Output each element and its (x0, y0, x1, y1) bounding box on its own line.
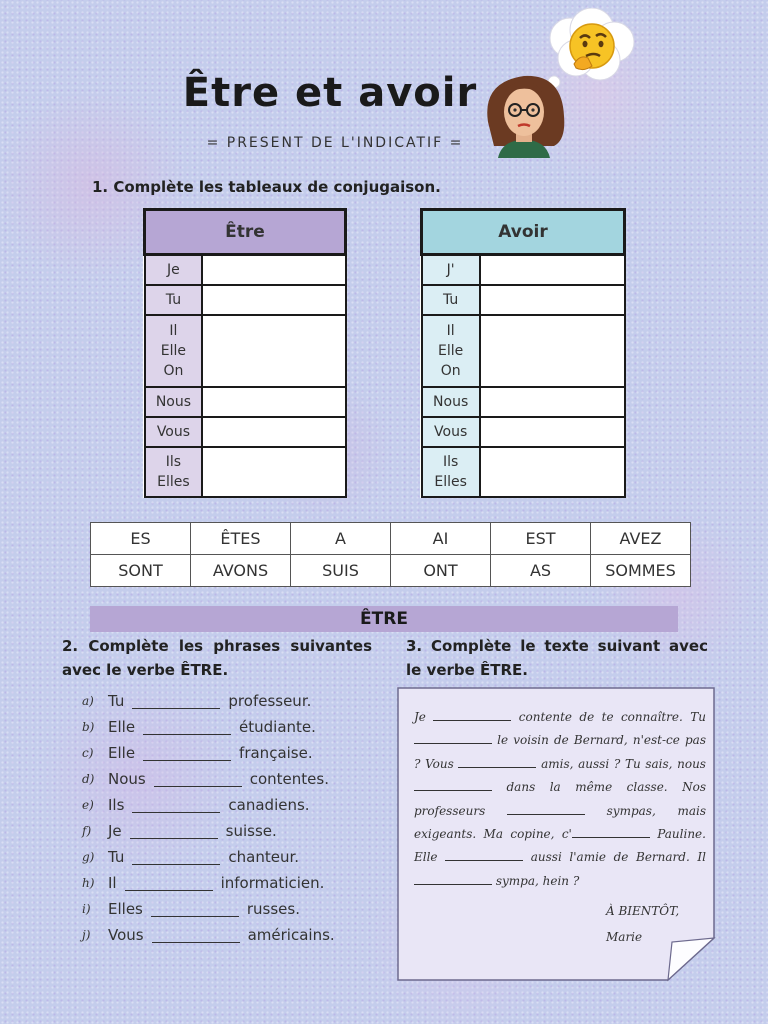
etre-answer-cell[interactable] (202, 387, 345, 417)
item-subject: Elles (108, 900, 143, 918)
item-letter: c) (82, 746, 94, 760)
answer-blank[interactable] (151, 902, 239, 917)
etre-answer-cell[interactable] (202, 417, 345, 447)
etre-answer-cell[interactable] (202, 255, 345, 285)
list-item (82, 688, 372, 714)
list-item (82, 714, 372, 740)
item-letter: d) (82, 772, 95, 786)
list-item (82, 870, 372, 896)
list-item (82, 844, 372, 870)
note-paper (396, 686, 716, 982)
etre-pronoun-il-elle-on: Il Elle On (145, 315, 203, 387)
list-item (82, 740, 372, 766)
note-text: Je contente de te connaître. Tu le voisin de Bernard, n'est-ce pas ? Vous amis, aussi ? Tu sais, nous dans la même classe. Nos professeurs sympas, mais exigeants. Ma copine, c' Pauline. Elle aussi l'amie de Bernard. Il sympa, hein ? (414, 710, 706, 888)
avoir-pronoun-j: J' (422, 255, 480, 285)
item-end: informaticien. (220, 874, 325, 892)
answer-blank[interactable] (458, 755, 536, 768)
word-bank-table (90, 522, 691, 587)
etre-pronoun-tu: Tu (145, 285, 203, 315)
word-bank-cell: A (291, 523, 391, 555)
answer-blank[interactable] (433, 708, 511, 721)
item-letter: g) (82, 850, 95, 864)
answer-blank[interactable] (507, 802, 585, 815)
answer-blank[interactable] (445, 848, 523, 861)
avoir-pronoun-il-elle-on: Il Elle On (422, 315, 480, 387)
etre-pronoun-ils-elles: Ils Elles (145, 447, 203, 497)
instruction-2: 2. Complète les phrases suivantes avec le verbe ÊTRE. (62, 637, 372, 679)
list-item (82, 922, 372, 948)
item-end: française. (239, 744, 313, 762)
list-item (82, 792, 372, 818)
item-letter: i) (82, 902, 91, 916)
list-item (82, 896, 372, 922)
item-subject: Tu (108, 848, 125, 866)
teacher-avatar-icon (478, 62, 570, 166)
list-item (82, 818, 372, 844)
item-letter: j) (82, 928, 91, 942)
item-end: américains. (247, 926, 335, 944)
answer-blank[interactable] (132, 798, 220, 813)
item-end: professeur. (228, 692, 312, 710)
avoir-answer-cell[interactable] (480, 387, 625, 417)
item-subject: Elle (108, 744, 136, 762)
item-subject: Je (108, 822, 122, 840)
item-letter: f) (82, 824, 92, 838)
word-bank-cell: EST (491, 523, 591, 555)
answer-blank[interactable] (414, 872, 492, 885)
item-letter: h) (82, 876, 95, 890)
etre-answer-cell[interactable] (202, 285, 345, 315)
avoir-answer-cell[interactable] (480, 447, 625, 497)
avoir-pronoun-tu: Tu (422, 285, 480, 315)
item-end: chanteur. (228, 848, 300, 866)
word-bank-cell: SONT (91, 555, 191, 587)
item-letter: e) (82, 798, 94, 812)
etre-answer-cell[interactable] (202, 315, 345, 387)
avoir-table-header: Avoir (422, 210, 625, 255)
answer-blank[interactable] (132, 850, 220, 865)
sentence-list (82, 688, 372, 948)
item-subject: Elle (108, 718, 136, 736)
etre-pronoun-vous: Vous (145, 417, 203, 447)
answer-blank[interactable] (414, 778, 492, 791)
answer-blank[interactable] (143, 746, 231, 761)
avoir-answer-cell[interactable] (480, 285, 625, 315)
word-bank-cell: AVEZ (591, 523, 691, 555)
answer-blank[interactable] (152, 928, 240, 943)
word-bank-cell: SUIS (291, 555, 391, 587)
word-bank-cell: AVONS (191, 555, 291, 587)
avoir-pronoun-nous: Nous (422, 387, 480, 417)
etre-pronoun-je: Je (145, 255, 203, 285)
note-signature: Marie (606, 930, 643, 944)
item-subject: Tu (108, 692, 125, 710)
item-end: contentes. (249, 770, 329, 788)
word-bank-cell: SOMMES (591, 555, 691, 587)
item-letter: a) (82, 694, 94, 708)
list-item (82, 766, 372, 792)
instruction-3: 3. Complète le texte suivant avec le verbe ÊTRE. (406, 637, 708, 679)
item-subject: Il (108, 874, 117, 892)
etre-table-header: Être (145, 210, 346, 255)
item-subject: Vous (108, 926, 144, 944)
etre-answer-cell[interactable] (202, 447, 345, 497)
item-end: étudiante. (239, 718, 316, 736)
page-title: Être et avoir (182, 70, 478, 116)
avoir-pronoun-vous: Vous (422, 417, 480, 447)
item-end: suisse. (225, 822, 277, 840)
answer-blank[interactable] (154, 772, 242, 787)
page-subtitle: = PRESENT DE L'INDICATIF = (206, 135, 464, 151)
item-subject: Ils (108, 796, 125, 814)
instruction-1: 1. Complète les tableaux de conjugaison. (92, 178, 441, 196)
section-band-etre: ÊTRE (90, 606, 678, 632)
avoir-conjugation-table (420, 208, 626, 498)
answer-blank[interactable] (132, 694, 220, 709)
answer-blank[interactable] (143, 720, 231, 735)
word-bank-cell: ONT (391, 555, 491, 587)
item-end: russes. (246, 900, 300, 918)
word-bank-cell: ÊTES (191, 523, 291, 555)
answer-blank[interactable] (414, 731, 492, 744)
avoir-answer-cell[interactable] (480, 315, 625, 387)
answer-blank[interactable] (572, 825, 650, 838)
etre-pronoun-nous: Nous (145, 387, 203, 417)
word-bank-cell: AS (491, 555, 591, 587)
avoir-answer-cell[interactable] (480, 417, 625, 447)
avoir-answer-cell[interactable] (480, 255, 625, 285)
item-subject: Nous (108, 770, 146, 788)
item-letter: b) (82, 720, 95, 734)
word-bank-cell: AI (391, 523, 491, 555)
answer-blank[interactable] (125, 876, 213, 891)
item-end: canadiens. (228, 796, 310, 814)
word-bank-cell: ES (91, 523, 191, 555)
avoir-pronoun-ils-elles: Ils Elles (422, 447, 480, 497)
answer-blank[interactable] (130, 824, 218, 839)
etre-conjugation-table (143, 208, 347, 498)
note-closing: À BIENTÔT, (606, 904, 680, 918)
